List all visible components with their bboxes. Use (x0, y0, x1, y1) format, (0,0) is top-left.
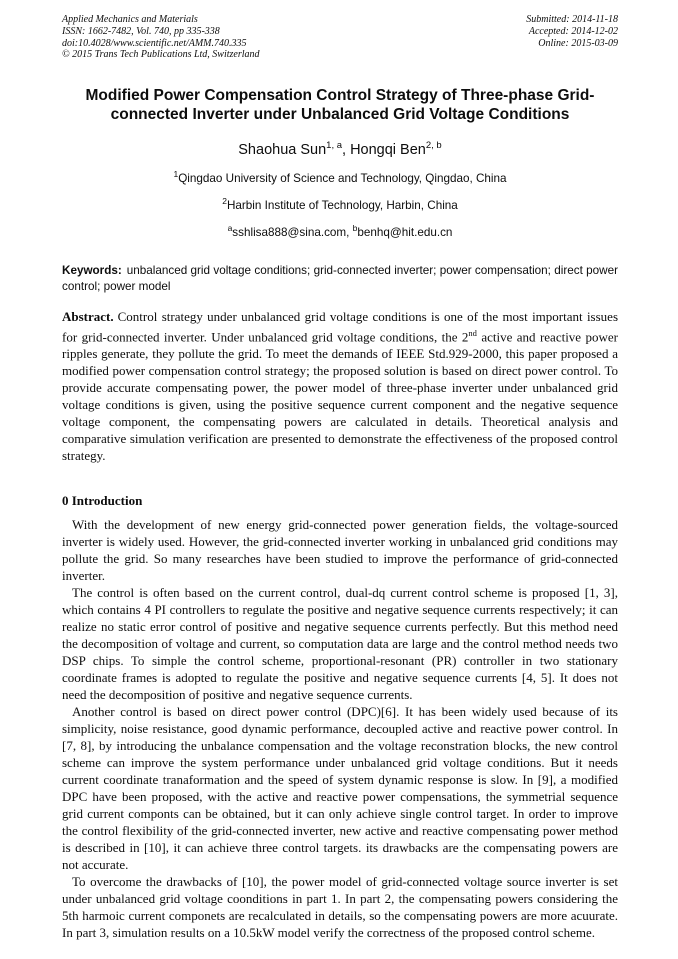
copyright-line: © 2015 Trans Tech Publications Ltd, Switzerland (62, 49, 260, 61)
intro-paragraph-3: Another control is based on direct power control (DPC)[6]. It has been widely used because of its simplicity, noise resistance, good dynamic performance, decoupled active and reactive power control. In [7, 8], by introducing the unbalance compensation and the voltage reconstration blocks, the new control scheme can improve the system performance under unbalanced grid voltage conditions. But it needs current coordinate tranaformation and the speed of system dynamic response is slow. In [9], a modified DPC have been proposed, with the active and reactive power compensations, the symmetrial sequence grid current componts can be obtained, but it can only achieve single control target. In order to improve the control flexibility of the grid-connected inverter, new active and reactive compensating power method is described in [10], it can achieve three control targets. its drawbacks are the compensating powers are not accurate. (62, 704, 618, 873)
author-affiliation-marker-1: 1, a (326, 140, 343, 152)
abstract-block (62, 308, 618, 464)
journal-header-dates (526, 14, 618, 61)
doi-line: doi:10.4028/www.scientific.net/AMM.740.335 (62, 37, 247, 49)
abstract-superscript: nd (468, 327, 477, 338)
abstract-text-post: active and reactive power ripples generate, they pollute the grid. To meet the demands of IEEE Std.929-2000, this paper proposed a modified power compensation control strategy; the proposed solution is based on direct power control. To provide accurate compensating power, the power model of three-phase inverter under unbalanced grid voltage conditions is given, using the positive sequence current component and the negative sequence voltage component, the compensating powers are calculated in details. Theoretical analysis and comparative simulation verification are presented to demonstrate the effectiveness of the proposed control strategy. (62, 329, 618, 464)
affiliation-1-marker: 1 (173, 169, 179, 180)
section-heading-introduction: 0 Introduction (62, 493, 143, 509)
author-name-2: Hongqi Ben (350, 142, 426, 159)
issn-volume-line: ISSN: 1662-7482, Vol. 740, pp 335-338 (62, 25, 220, 37)
online-date: Online: 2015-03-09 (538, 37, 618, 49)
email-1-text: sshlisa888@sina.com (232, 225, 347, 239)
journal-header-left (62, 14, 260, 61)
keywords-text: unbalanced grid voltage conditions; grid-connected inverter; power compensation; direct power control; power model (62, 263, 618, 293)
intro-paragraph-1: With the development of new energy grid-connected power generation fields, the voltage-sourced inverter is widely used. However, the grid-connected inverter working in unbalanced grid conditions may pollute the grid. So many researches have been studied to improve the performance of grid-connected inverter. (62, 517, 618, 584)
author-name-1: Shaohua Sun (238, 142, 327, 159)
paper-title: Modified Power Compensation Control Strategy of Three-phase Grid-connected Inverter under Unbalanced Grid Voltage Conditions (85, 87, 595, 124)
affiliation-2-marker: 2 (222, 195, 227, 206)
accepted-date: Accepted: 2014-12-02 (528, 25, 618, 37)
authors-separator: , (342, 142, 351, 159)
abstract-text-pre: Control strategy under unbalanced grid voltage conditions is one of the most important issues for grid-connected inverter. Under unbalanced grid voltage conditions, the 2 (62, 308, 618, 345)
affiliation-2 (62, 194, 618, 213)
intro-paragraph-4: To overcome the drawbacks of [10], the power model of grid-connected voltage source inverter is set under unbalanced grid voltage coonditions in part 1. In part 2, the compensating powers considering the 5th harmoic current componets are recalculated in details, so the compensating powers are more acuurate. In part 3, simulation results on a 10.5kW model verify the correctness of the proposed control scheme. (62, 874, 618, 941)
journal-name: Applied Mechanics and Materials (62, 14, 198, 25)
abstract-label: Abstract. (62, 308, 114, 324)
email-2-marker: b (352, 222, 358, 233)
affiliation-1 (62, 167, 618, 186)
intro-paragraph-2: The control is often based on the current control, dual-dq current control scheme is proposed [1, 3], which contains 4 PI controllers to regulate the positive and negative sequence currents respectively; it can realize no static error control of positive and negative sequence currents perfectly. But this method need the decomposition of voltage and current, so computation data are large and the control method needs two DSP chips. To simple the control scheme, proportional-resonant (PR) controller in two stationary coordinate frames is adopted to regulate the positive and negative sequence currents [4, 5]. It does not need the decomposition of positive and negative sequence currents. (62, 585, 618, 703)
email-2-text: benhq@hit.edu.cn (357, 225, 453, 239)
affiliation-2-text: Harbin Institute of Technology, Harbin, China (226, 198, 458, 212)
journal-header (62, 14, 618, 61)
affiliation-1-text: Qingdao University of Science and Technology, Qingdao, China (178, 171, 507, 185)
email-1-marker: a (227, 222, 233, 233)
authors-line (62, 137, 618, 159)
submitted-date: Submitted: 2014-11-18 (526, 14, 618, 25)
author-affiliation-marker-2: 2, b (425, 140, 442, 152)
emails-separator: , (346, 225, 353, 239)
keywords-block (62, 263, 618, 295)
emails-line (62, 221, 618, 240)
keywords-label: Keywords: (62, 263, 122, 277)
